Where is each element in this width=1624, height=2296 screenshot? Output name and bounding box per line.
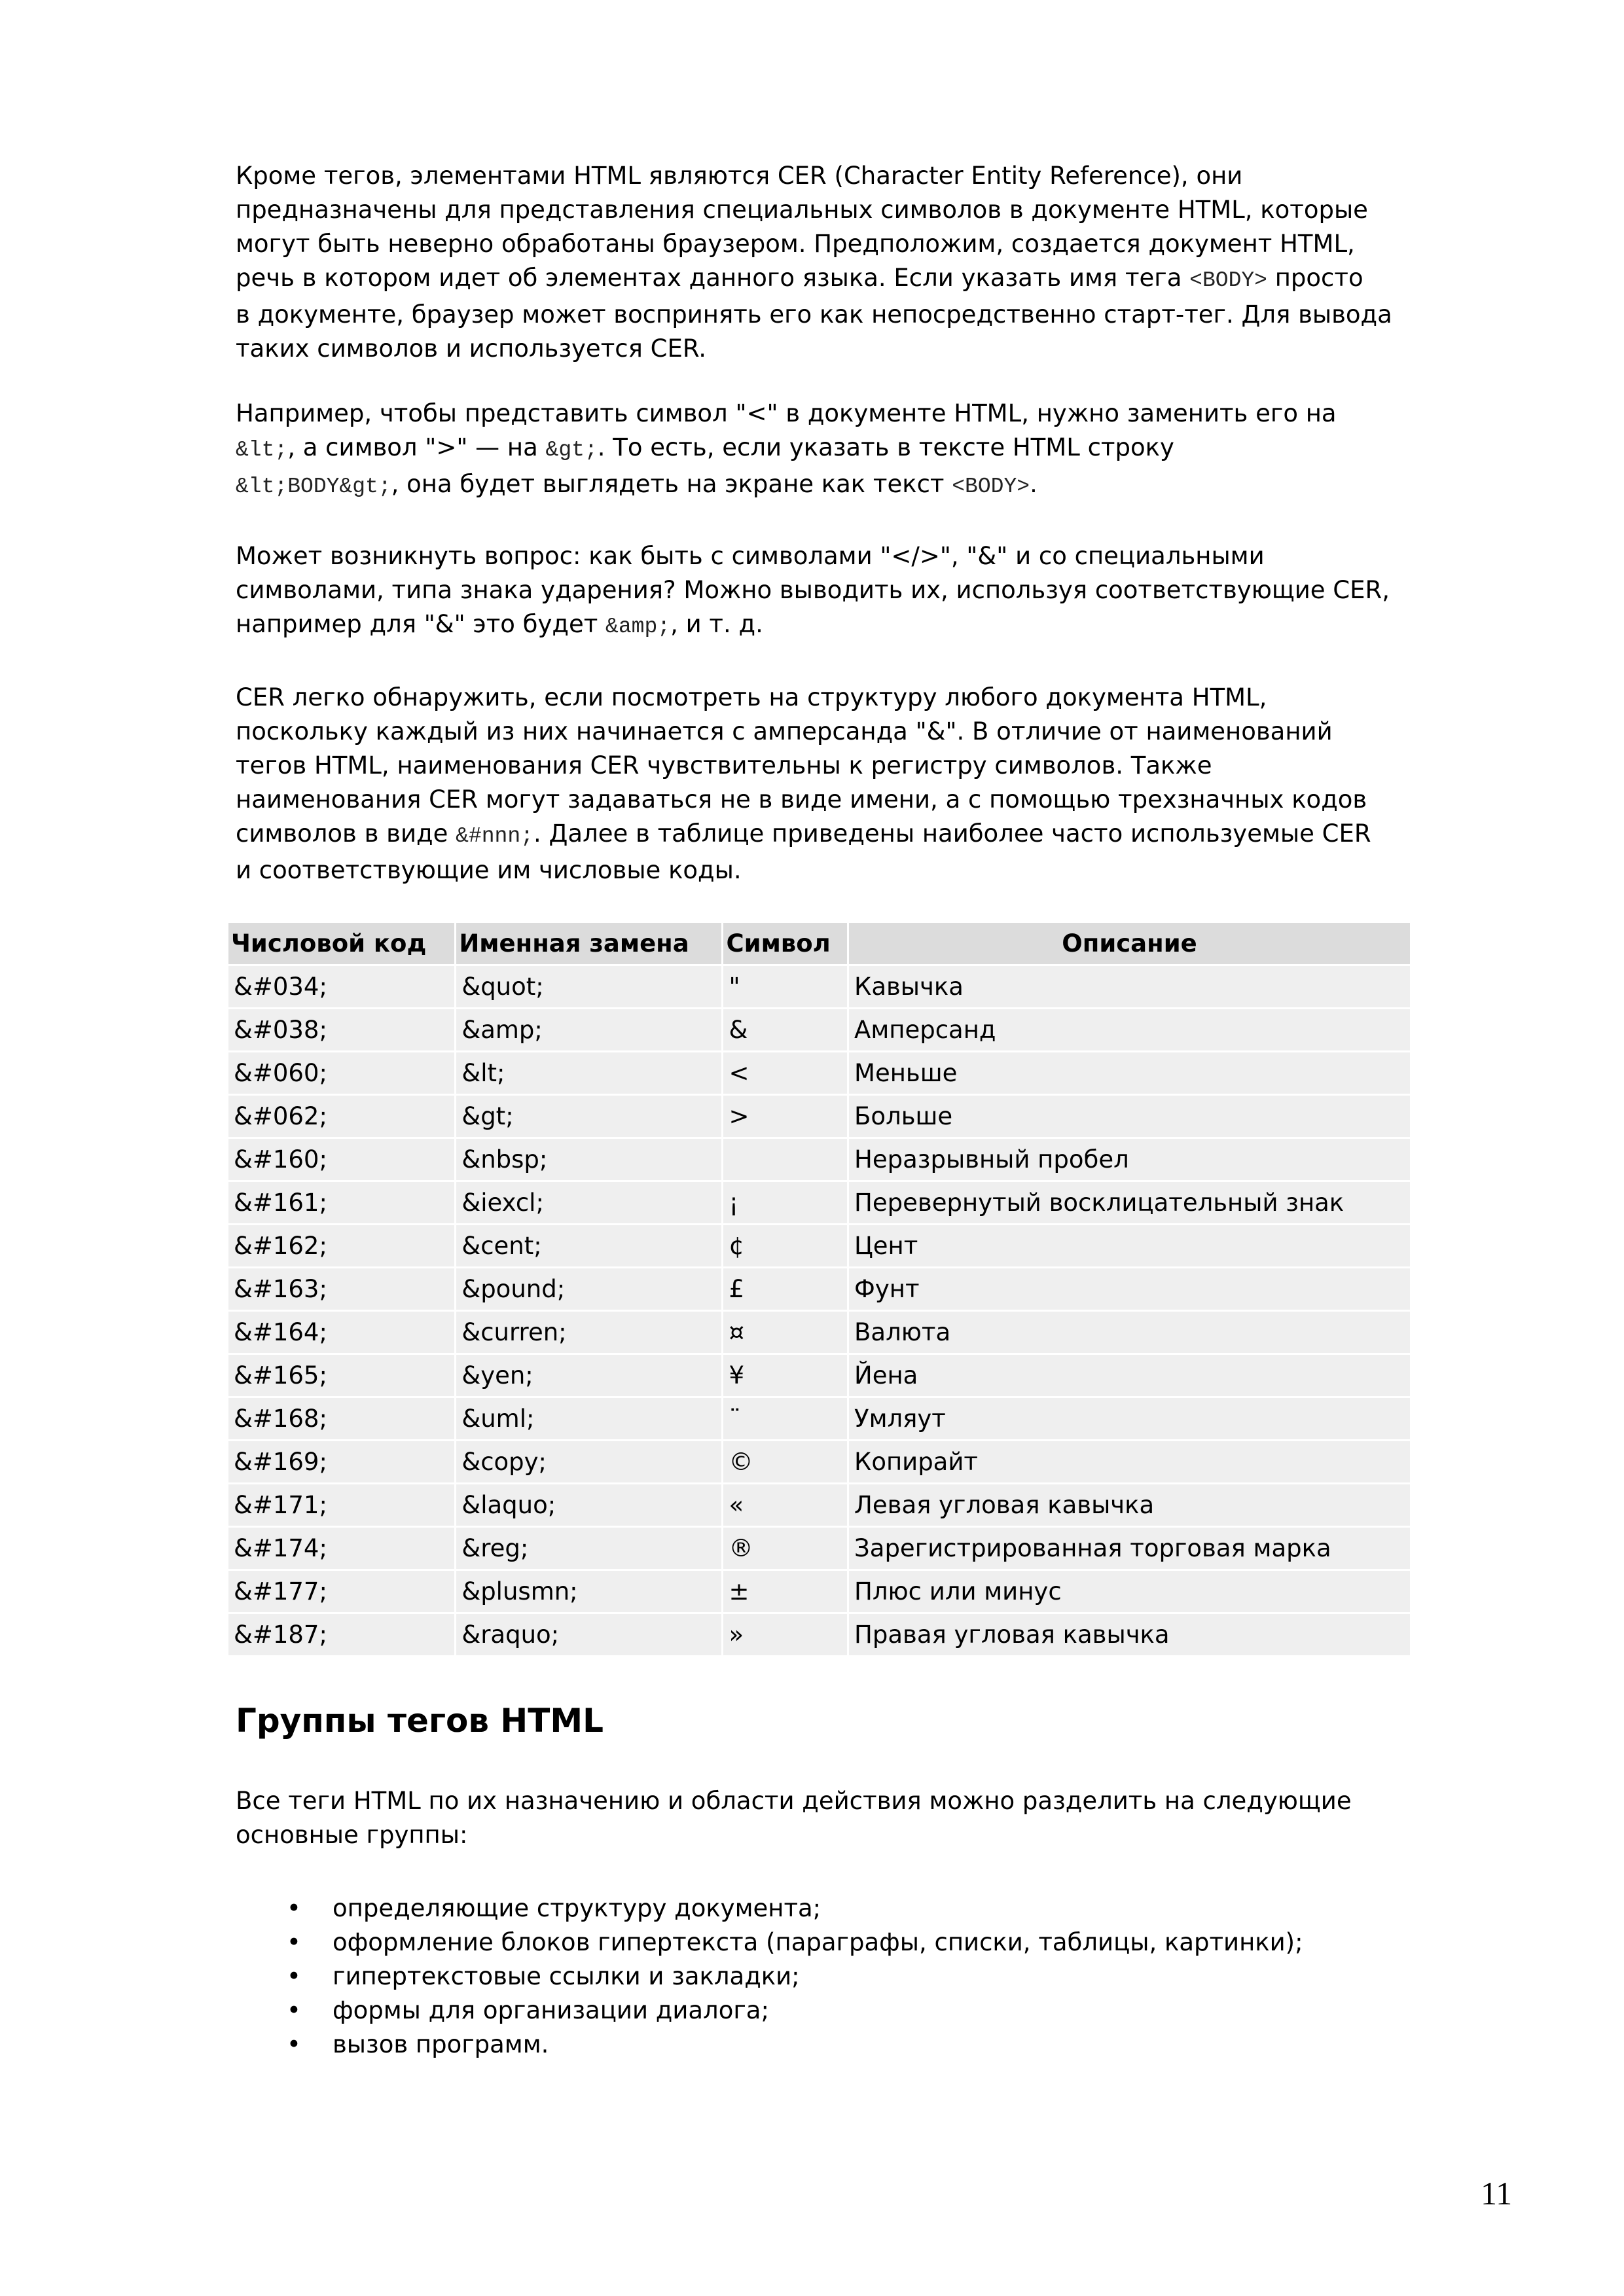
description-cell: Больше <box>849 1096 1410 1137</box>
numeric-code-cell: &#034; <box>228 966 454 1007</box>
symbol-cell: ± <box>723 1571 847 1612</box>
named-replacement-cell: &iexcl; <box>456 1182 721 1223</box>
text-line <box>236 607 1390 644</box>
named-replacement-cell: &laquo; <box>456 1484 721 1526</box>
inline-code: &gt; <box>545 438 598 462</box>
table-row <box>228 1528 1410 1569</box>
symbol-cell: » <box>723 1614 847 1655</box>
text-segment: . <box>1030 470 1038 498</box>
description-cell: Копирайт <box>849 1441 1410 1482</box>
text-segment: символов в виде <box>236 819 456 848</box>
named-replacement-cell: &cent; <box>456 1225 721 1266</box>
page-number: 11 <box>1481 2175 1513 2212</box>
numeric-code-cell: &#060; <box>228 1052 454 1094</box>
paragraph <box>236 159 1392 366</box>
text-segment: в документе, браузер может воспринять его как непосредственно старт-тег. Для вывода <box>236 300 1392 329</box>
header-description: Описание <box>849 923 1410 964</box>
description-cell: Амперсанд <box>849 1009 1410 1050</box>
named-replacement-cell: &pound; <box>456 1268 721 1310</box>
table-row <box>228 1355 1410 1396</box>
text-line <box>236 431 1337 467</box>
table-row <box>228 1225 1410 1266</box>
text-segment: Кроме тегов, элементами HTML являются CER (Character Entity Reference), они <box>236 162 1243 190</box>
symbol-cell: ¡ <box>723 1182 847 1223</box>
text-line <box>236 749 1371 783</box>
symbol-cell: & <box>723 1009 847 1050</box>
description-cell: Фунт <box>849 1268 1410 1310</box>
table-row <box>228 1139 1410 1180</box>
text-line: Все теги HTML по их назначению и области действия можно разделить на следующие <box>236 1787 1352 1815</box>
text-segment: могут быть неверно обработаны браузером. Предположим, создается документ HTML, <box>236 230 1355 258</box>
description-cell: Правая угловая кавычка <box>849 1614 1410 1655</box>
named-replacement-cell: &nbsp; <box>456 1139 721 1180</box>
text-line <box>236 227 1392 261</box>
text-line <box>236 783 1371 817</box>
description-cell: Умляут <box>849 1398 1410 1439</box>
inline-code: &lt; <box>236 438 288 462</box>
symbol-cell: ¨ <box>723 1398 847 1439</box>
text-segment: Может возникнуть вопрос: как быть с символами "</>", "&" и со специальными <box>236 542 1265 570</box>
text-segment: предназначены для представления специальных символов в документе HTML, которые <box>236 196 1368 224</box>
numeric-code-cell: &#062; <box>228 1096 454 1137</box>
symbol-cell: ® <box>723 1528 847 1569</box>
numeric-code-cell: &#160; <box>228 1139 454 1180</box>
text-segment: символами, типа знака ударения? Можно выводить их, используя соответствующие CER, <box>236 576 1390 604</box>
text-segment: . Далее в таблице приведены наиболее часто используемые CER <box>533 819 1371 848</box>
symbol-cell: « <box>723 1484 847 1526</box>
numeric-code-cell: &#038; <box>228 1009 454 1050</box>
table-row <box>228 1009 1410 1050</box>
numeric-code-cell: &#161; <box>228 1182 454 1223</box>
text-line <box>236 715 1371 749</box>
named-replacement-cell: &yen; <box>456 1355 721 1396</box>
named-replacement-cell: &copy; <box>456 1441 721 1482</box>
text-segment: таких символов и используется CER. <box>236 334 706 363</box>
numeric-code-cell: &#164; <box>228 1312 454 1353</box>
named-replacement-cell: &curren; <box>456 1312 721 1353</box>
text-line <box>236 853 1371 888</box>
inline-code: &#nnn; <box>456 824 533 848</box>
bullet-icon: • <box>287 1962 301 1990</box>
named-replacement-cell: &quot; <box>456 966 721 1007</box>
text-line <box>236 467 1337 504</box>
symbol-cell: ¢ <box>723 1225 847 1266</box>
table-row <box>228 1096 1410 1137</box>
table-row <box>228 1571 1410 1612</box>
text-line <box>236 261 1392 298</box>
symbol-cell: © <box>723 1441 847 1482</box>
text-line <box>236 159 1392 193</box>
text-line: основные группы: <box>236 1821 468 1849</box>
list-item <box>236 1926 1303 1960</box>
table-row <box>228 1312 1410 1353</box>
table-row <box>228 1398 1410 1439</box>
numeric-code-cell: &#187; <box>228 1614 454 1655</box>
description-cell: Неразрывный пробел <box>849 1139 1410 1180</box>
named-replacement-cell: &uml; <box>456 1398 721 1439</box>
text-segment: и соответствующие им числовые коды. <box>236 856 742 884</box>
symbol-cell: £ <box>723 1268 847 1310</box>
text-line <box>236 539 1390 573</box>
numeric-code-cell: &#168; <box>228 1398 454 1439</box>
table-row <box>228 1614 1410 1655</box>
list-item-text: оформление блоков гипертекста (параграфы, списки, таблицы, картинки); <box>333 1928 1303 1956</box>
text-segment: тегов HTML, наименования CER чувствительны к регистру символов. Также <box>236 751 1212 780</box>
table-row <box>228 1182 1410 1223</box>
text-line <box>236 573 1390 607</box>
description-cell: Валюта <box>849 1312 1410 1353</box>
numeric-code-cell: &#177; <box>228 1571 454 1612</box>
inline-code: <BODY> <box>1189 268 1267 293</box>
text-segment: речь в котором идет об элементах данного языка. Если указать имя тега <box>236 264 1190 292</box>
table-row <box>228 1268 1410 1310</box>
paragraph <box>236 681 1371 888</box>
text-line <box>236 193 1392 227</box>
table-header-row <box>228 923 1410 964</box>
named-replacement-cell: &reg; <box>456 1528 721 1569</box>
list-item-text: гипертекстовые ссылки и закладки; <box>333 1962 800 1990</box>
header-named-replacement: Именная замена <box>456 923 721 964</box>
text-segment: например для "&" это будет <box>236 610 606 638</box>
table-row <box>228 1052 1410 1094</box>
text-segment: , а символ ">" — на <box>287 433 546 461</box>
list-item <box>236 1960 1303 1994</box>
numeric-code-cell: &#165; <box>228 1355 454 1396</box>
description-cell: Зарегистрированная торговая марка <box>849 1528 1410 1569</box>
list-item <box>236 1892 1303 1926</box>
text-segment: Например, чтобы представить символ "<" в документе HTML, нужно заменить его на <box>236 399 1337 427</box>
bullet-icon: • <box>287 2030 301 2058</box>
symbol-cell: < <box>723 1052 847 1094</box>
text-segment: поскольку каждый из них начинается с амперсанда "&". В отличие от наименований <box>236 717 1333 745</box>
text-line <box>236 397 1337 431</box>
text-line <box>236 681 1371 715</box>
text-segment: . То есть, если указать в тексте HTML строку <box>597 433 1174 461</box>
section-heading: Группы тегов HTML <box>236 1702 604 1740</box>
cer-table <box>226 921 1412 1657</box>
text-line <box>236 817 1371 853</box>
description-cell: Кавычка <box>849 966 1410 1007</box>
paragraph <box>236 397 1337 504</box>
header-numeric-code: Числовой код <box>228 923 454 964</box>
description-cell: Левая угловая кавычка <box>849 1484 1410 1526</box>
table-row <box>228 1441 1410 1482</box>
numeric-code-cell: &#174; <box>228 1528 454 1569</box>
text-segment: просто <box>1267 264 1363 292</box>
bullet-icon: • <box>287 1996 301 2024</box>
description-cell: Перевернутый восклицательный знак <box>849 1182 1410 1223</box>
named-replacement-cell: &raquo; <box>456 1614 721 1655</box>
symbol-cell: ¤ <box>723 1312 847 1353</box>
inline-code: <BODY> <box>952 475 1030 499</box>
paragraph <box>236 539 1390 644</box>
list-item-text: определяющие структуру документа; <box>333 1894 821 1922</box>
text-segment: CER легко обнаружить, если посмотреть на структуру любого документа HTML, <box>236 683 1267 711</box>
bullet-icon: • <box>287 1928 301 1956</box>
inline-code: &lt;BODY&gt; <box>236 475 391 499</box>
description-cell: Плюс или минус <box>849 1571 1410 1612</box>
description-cell: Меньше <box>849 1052 1410 1094</box>
description-cell: Цент <box>849 1225 1410 1266</box>
symbol-cell <box>723 1139 847 1180</box>
table-row <box>228 966 1410 1007</box>
symbol-cell: " <box>723 966 847 1007</box>
list-item-text: формы для организации диалога; <box>333 1996 769 2024</box>
numeric-code-cell: &#163; <box>228 1268 454 1310</box>
named-replacement-cell: &lt; <box>456 1052 721 1094</box>
text-segment: , и т. д. <box>670 610 763 638</box>
table-row <box>228 1484 1410 1526</box>
symbol-cell: > <box>723 1096 847 1137</box>
header-symbol: Символ <box>723 923 847 964</box>
numeric-code-cell: &#162; <box>228 1225 454 1266</box>
text-line <box>236 298 1392 332</box>
list-item-text: вызов программ. <box>333 2030 549 2058</box>
tag-groups-list <box>236 1892 1303 2062</box>
numeric-code-cell: &#171; <box>228 1484 454 1526</box>
list-item <box>236 2028 1303 2062</box>
symbol-cell: ¥ <box>723 1355 847 1396</box>
section-intro <box>236 1784 1352 1852</box>
named-replacement-cell: &plusmn; <box>456 1571 721 1612</box>
numeric-code-cell: &#169; <box>228 1441 454 1482</box>
named-replacement-cell: &gt; <box>456 1096 721 1137</box>
text-line <box>236 332 1392 366</box>
list-item <box>236 1994 1303 2028</box>
text-segment: наименования CER могут задаваться не в виде имени, а с помощью трехзначных кодов <box>236 785 1367 814</box>
text-segment: , она будет выглядеть на экране как текст <box>391 470 952 498</box>
description-cell: Йена <box>849 1355 1410 1396</box>
inline-code: &amp; <box>605 615 671 639</box>
bullet-icon: • <box>287 1894 301 1922</box>
named-replacement-cell: &amp; <box>456 1009 721 1050</box>
